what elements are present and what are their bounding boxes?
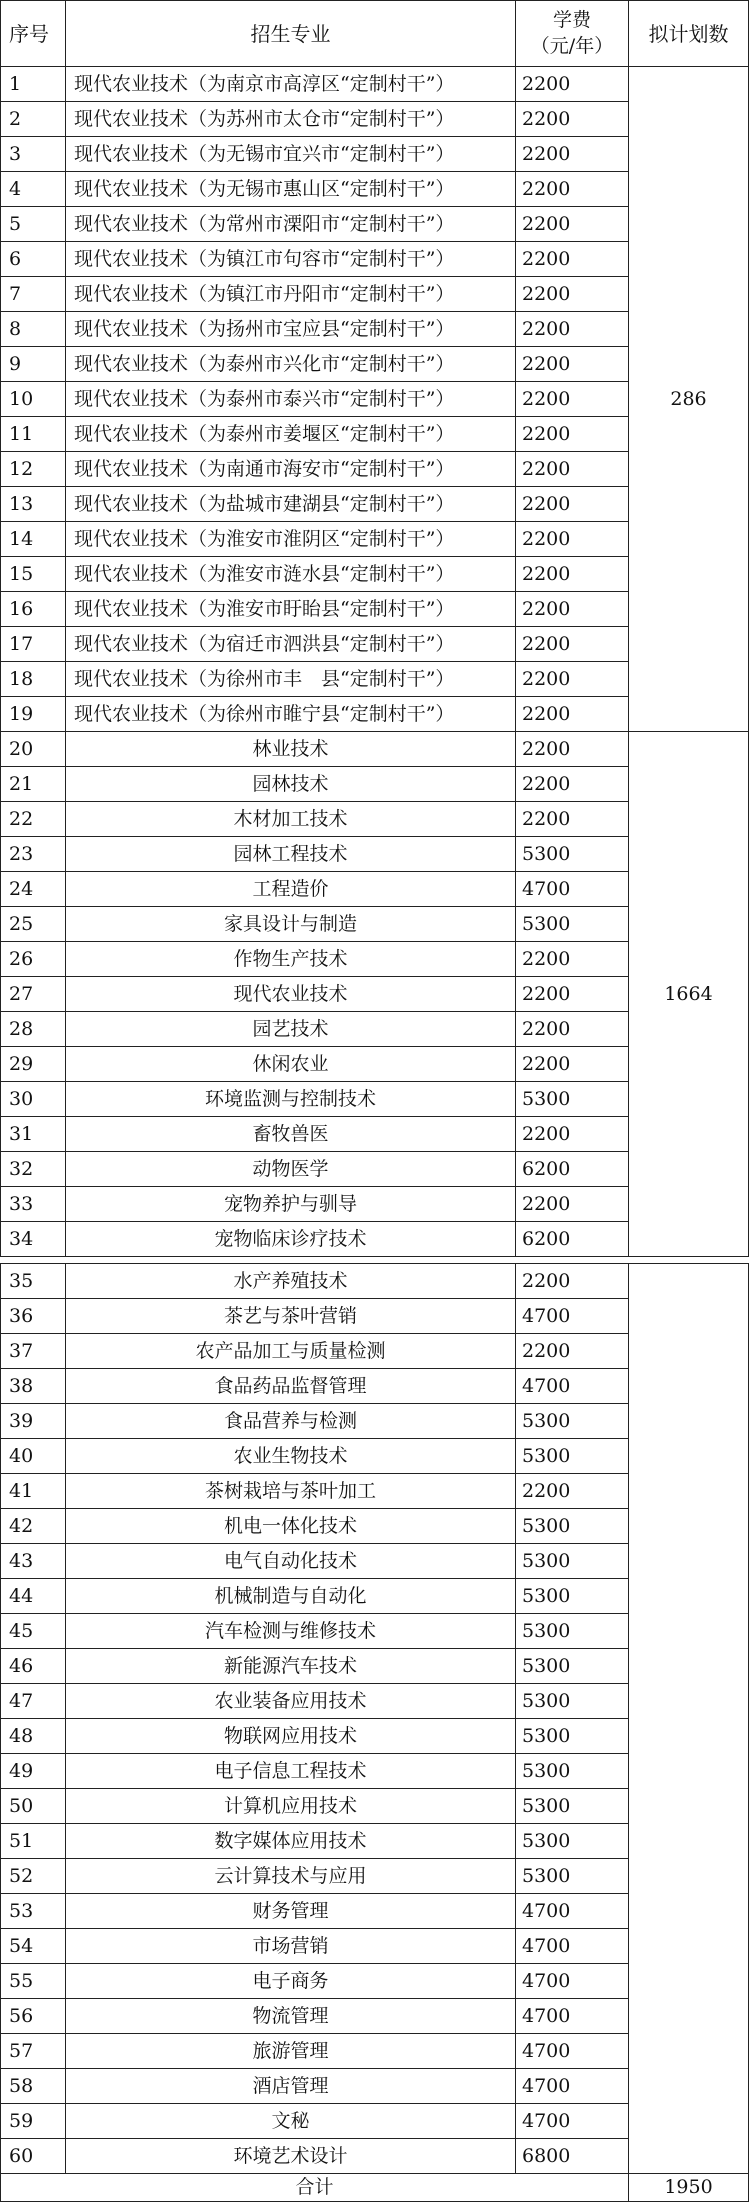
row-index: 9 [1, 347, 66, 382]
row-major: 物联网应用技术 [66, 1719, 516, 1754]
row-major: 机电一体化技术 [66, 1509, 516, 1544]
row-fee: 2200 [516, 1117, 629, 1152]
row-fee: 2200 [516, 1264, 629, 1299]
row-index: 49 [1, 1754, 66, 1789]
row-index: 21 [1, 767, 66, 802]
row-fee: 2200 [516, 1334, 629, 1369]
row-major: 现代农业技术（为淮安市盱眙县“定制村干”） [66, 592, 516, 627]
row-fee: 5300 [516, 1789, 629, 1824]
row-fee: 2200 [516, 1012, 629, 1047]
row-fee: 2200 [516, 732, 629, 767]
row-index: 35 [1, 1264, 66, 1299]
row-index: 41 [1, 1474, 66, 1509]
row-index: 37 [1, 1334, 66, 1369]
header-row [1, 1, 749, 67]
row-fee: 5300 [516, 1614, 629, 1649]
row-fee: 4700 [516, 2034, 629, 2069]
header-plan: 拟计划数 [629, 1, 749, 67]
row-major: 茶树栽培与茶叶加工 [66, 1474, 516, 1509]
row-index: 28 [1, 1012, 66, 1047]
row-major: 作物生产技术 [66, 942, 516, 977]
total-row [1, 2174, 749, 2202]
row-fee: 2200 [516, 1474, 629, 1509]
row-fee: 5300 [516, 837, 629, 872]
row-fee: 2200 [516, 207, 629, 242]
row-fee: 2200 [516, 767, 629, 802]
row-major: 茶艺与茶叶营销 [66, 1299, 516, 1334]
row-major: 园林工程技术 [66, 837, 516, 872]
row-major: 林业技术 [66, 732, 516, 767]
row-index: 60 [1, 2139, 66, 2174]
row-fee: 2200 [516, 1047, 629, 1082]
row-fee: 2200 [516, 312, 629, 347]
row-major: 物流管理 [66, 1999, 516, 2034]
row-fee: 2200 [516, 172, 629, 207]
row-major: 新能源汽车技术 [66, 1649, 516, 1684]
row-fee: 2200 [516, 137, 629, 172]
admissions-table-part2 [0, 1263, 749, 2202]
total-label: 合计 [1, 2174, 629, 2202]
row-major: 现代农业技术（为徐州市丰 县“定制村干”） [66, 662, 516, 697]
row-major: 现代农业技术（为泰州市兴化市“定制村干”） [66, 347, 516, 382]
row-major: 环境监测与控制技术 [66, 1082, 516, 1117]
row-index: 4 [1, 172, 66, 207]
row-fee: 2200 [516, 452, 629, 487]
row-index: 25 [1, 907, 66, 942]
row-fee: 6200 [516, 1152, 629, 1187]
row-fee: 2200 [516, 277, 629, 312]
row-index: 33 [1, 1187, 66, 1222]
row-index: 54 [1, 1929, 66, 1964]
row-major: 园艺技术 [66, 1012, 516, 1047]
row-index: 30 [1, 1082, 66, 1117]
row-index: 32 [1, 1152, 66, 1187]
row-major: 家具设计与制造 [66, 907, 516, 942]
row-major: 食品营养与检测 [66, 1404, 516, 1439]
row-major: 宠物养护与驯导 [66, 1187, 516, 1222]
row-index: 17 [1, 627, 66, 662]
row-major: 现代农业技术 [66, 977, 516, 1012]
table-row [1, 1264, 749, 1299]
row-fee: 2200 [516, 697, 629, 732]
table-row [1, 67, 749, 102]
row-fee: 2200 [516, 942, 629, 977]
row-index: 58 [1, 2069, 66, 2104]
row-fee: 5300 [516, 1579, 629, 1614]
row-index: 10 [1, 382, 66, 417]
total-value: 1950 [629, 2174, 749, 2202]
row-index: 53 [1, 1894, 66, 1929]
row-major: 现代农业技术（为南通市海安市“定制村干”） [66, 452, 516, 487]
row-fee: 2200 [516, 242, 629, 277]
row-fee: 5300 [516, 1082, 629, 1117]
row-index: 44 [1, 1579, 66, 1614]
row-index: 39 [1, 1404, 66, 1439]
row-major: 现代农业技术（为徐州市睢宁县“定制村干”） [66, 697, 516, 732]
row-major: 文秘 [66, 2104, 516, 2139]
row-fee: 5300 [516, 1509, 629, 1544]
row-major: 数字媒体应用技术 [66, 1824, 516, 1859]
row-index: 36 [1, 1299, 66, 1334]
row-major: 农产品加工与质量检测 [66, 1334, 516, 1369]
row-fee: 5300 [516, 1404, 629, 1439]
row-major: 工程造价 [66, 872, 516, 907]
row-fee: 2200 [516, 347, 629, 382]
row-major: 畜牧兽医 [66, 1117, 516, 1152]
row-fee: 5300 [516, 1824, 629, 1859]
row-major: 机械制造与自动化 [66, 1579, 516, 1614]
row-index: 22 [1, 802, 66, 837]
row-index: 15 [1, 557, 66, 592]
row-index: 26 [1, 942, 66, 977]
row-major: 休闲农业 [66, 1047, 516, 1082]
row-index: 19 [1, 697, 66, 732]
row-major: 现代农业技术（为泰州市姜堰区“定制村干”） [66, 417, 516, 452]
row-fee: 5300 [516, 907, 629, 942]
row-index: 46 [1, 1649, 66, 1684]
row-fee: 4700 [516, 872, 629, 907]
row-major: 现代农业技术（为淮安市涟水县“定制村干”） [66, 557, 516, 592]
row-fee: 4700 [516, 1299, 629, 1334]
row-index: 42 [1, 1509, 66, 1544]
row-major: 现代农业技术（为镇江市句容市“定制村干”） [66, 242, 516, 277]
row-index: 20 [1, 732, 66, 767]
row-major: 旅游管理 [66, 2034, 516, 2069]
row-index: 23 [1, 837, 66, 872]
row-major: 现代农业技术（为泰州市泰兴市“定制村干”） [66, 382, 516, 417]
row-major: 财务管理 [66, 1894, 516, 1929]
plan-count: 286 [629, 67, 749, 732]
row-major: 电子商务 [66, 1964, 516, 1999]
row-index: 50 [1, 1789, 66, 1824]
row-fee: 2200 [516, 662, 629, 697]
row-index: 59 [1, 2104, 66, 2139]
plan-count [629, 1264, 749, 2174]
row-major: 木材加工技术 [66, 802, 516, 837]
row-major: 云计算技术与应用 [66, 1859, 516, 1894]
row-fee: 6200 [516, 1222, 629, 1257]
row-fee: 6800 [516, 2139, 629, 2174]
row-index: 1 [1, 67, 66, 102]
row-fee: 4700 [516, 1894, 629, 1929]
row-fee: 4700 [516, 1964, 629, 1999]
row-fee: 4700 [516, 1369, 629, 1404]
row-index: 3 [1, 137, 66, 172]
row-index: 51 [1, 1824, 66, 1859]
row-fee: 2200 [516, 417, 629, 452]
row-fee: 2200 [516, 977, 629, 1012]
row-fee: 5300 [516, 1439, 629, 1474]
row-fee: 4700 [516, 2104, 629, 2139]
row-index: 29 [1, 1047, 66, 1082]
row-fee: 2200 [516, 1187, 629, 1222]
row-major: 现代农业技术（为常州市溧阳市“定制村干”） [66, 207, 516, 242]
table-row [1, 732, 749, 767]
row-major: 宠物临床诊疗技术 [66, 1222, 516, 1257]
row-index: 55 [1, 1964, 66, 1999]
row-fee: 2200 [516, 102, 629, 137]
row-index: 24 [1, 872, 66, 907]
row-major: 食品药品监督管理 [66, 1369, 516, 1404]
row-major: 动物医学 [66, 1152, 516, 1187]
row-major: 电气自动化技术 [66, 1544, 516, 1579]
row-index: 11 [1, 417, 66, 452]
row-index: 47 [1, 1684, 66, 1719]
row-fee: 4700 [516, 2069, 629, 2104]
row-major: 市场营销 [66, 1929, 516, 1964]
row-fee: 2200 [516, 557, 629, 592]
row-index: 14 [1, 522, 66, 557]
row-index: 34 [1, 1222, 66, 1257]
row-index: 5 [1, 207, 66, 242]
row-index: 45 [1, 1614, 66, 1649]
header-major: 招生专业 [66, 1, 516, 67]
header-fee-line1: 学费 [552, 8, 591, 31]
row-index: 57 [1, 2034, 66, 2069]
row-index: 48 [1, 1719, 66, 1754]
row-fee: 2200 [516, 487, 629, 522]
row-index: 52 [1, 1859, 66, 1894]
row-major: 现代农业技术（为淮安市淮阴区“定制村干”） [66, 522, 516, 557]
header-fee [516, 1, 629, 67]
row-major: 水产养殖技术 [66, 1264, 516, 1299]
header-fee-line2: （元/年） [530, 34, 614, 57]
row-major: 环境艺术设计 [66, 2139, 516, 2174]
row-major: 计算机应用技术 [66, 1789, 516, 1824]
row-fee: 5300 [516, 1719, 629, 1754]
row-major: 现代农业技术（为镇江市丹阳市“定制村干”） [66, 277, 516, 312]
row-fee: 2200 [516, 802, 629, 837]
row-index: 8 [1, 312, 66, 347]
row-fee: 5300 [516, 1684, 629, 1719]
row-major: 现代农业技术（为宿迁市泗洪县“定制村干”） [66, 627, 516, 662]
row-fee: 5300 [516, 1754, 629, 1789]
row-major: 农业装备应用技术 [66, 1684, 516, 1719]
row-major: 现代农业技术（为南京市高淳区“定制村干”） [66, 67, 516, 102]
row-index: 7 [1, 277, 66, 312]
row-major: 汽车检测与维修技术 [66, 1614, 516, 1649]
row-index: 18 [1, 662, 66, 697]
row-major: 酒店管理 [66, 2069, 516, 2104]
row-index: 27 [1, 977, 66, 1012]
row-fee: 2200 [516, 627, 629, 662]
row-fee: 5300 [516, 1544, 629, 1579]
row-major: 现代农业技术（为无锡市宜兴市“定制村干”） [66, 137, 516, 172]
row-index: 16 [1, 592, 66, 627]
row-index: 40 [1, 1439, 66, 1474]
row-major: 现代农业技术（为苏州市太仓市“定制村干”） [66, 102, 516, 137]
row-index: 38 [1, 1369, 66, 1404]
row-index: 2 [1, 102, 66, 137]
row-index: 13 [1, 487, 66, 522]
row-fee: 2200 [516, 382, 629, 417]
row-fee: 4700 [516, 1929, 629, 1964]
row-index: 56 [1, 1999, 66, 2034]
plan-count: 1664 [629, 732, 749, 1257]
row-index: 43 [1, 1544, 66, 1579]
row-fee: 4700 [516, 1999, 629, 2034]
row-index: 31 [1, 1117, 66, 1152]
row-index: 12 [1, 452, 66, 487]
row-major: 现代农业技术（为无锡市惠山区“定制村干”） [66, 172, 516, 207]
row-fee: 2200 [516, 592, 629, 627]
row-major: 电子信息工程技术 [66, 1754, 516, 1789]
row-major: 现代农业技术（为盐城市建湖县“定制村干”） [66, 487, 516, 522]
row-fee: 5300 [516, 1649, 629, 1684]
row-fee: 5300 [516, 1859, 629, 1894]
row-fee: 2200 [516, 522, 629, 557]
header-seq: 序号 [1, 1, 66, 67]
row-index: 6 [1, 242, 66, 277]
row-major: 园林技术 [66, 767, 516, 802]
row-fee: 2200 [516, 67, 629, 102]
row-major: 农业生物技术 [66, 1439, 516, 1474]
row-major: 现代农业技术（为扬州市宝应县“定制村干”） [66, 312, 516, 347]
